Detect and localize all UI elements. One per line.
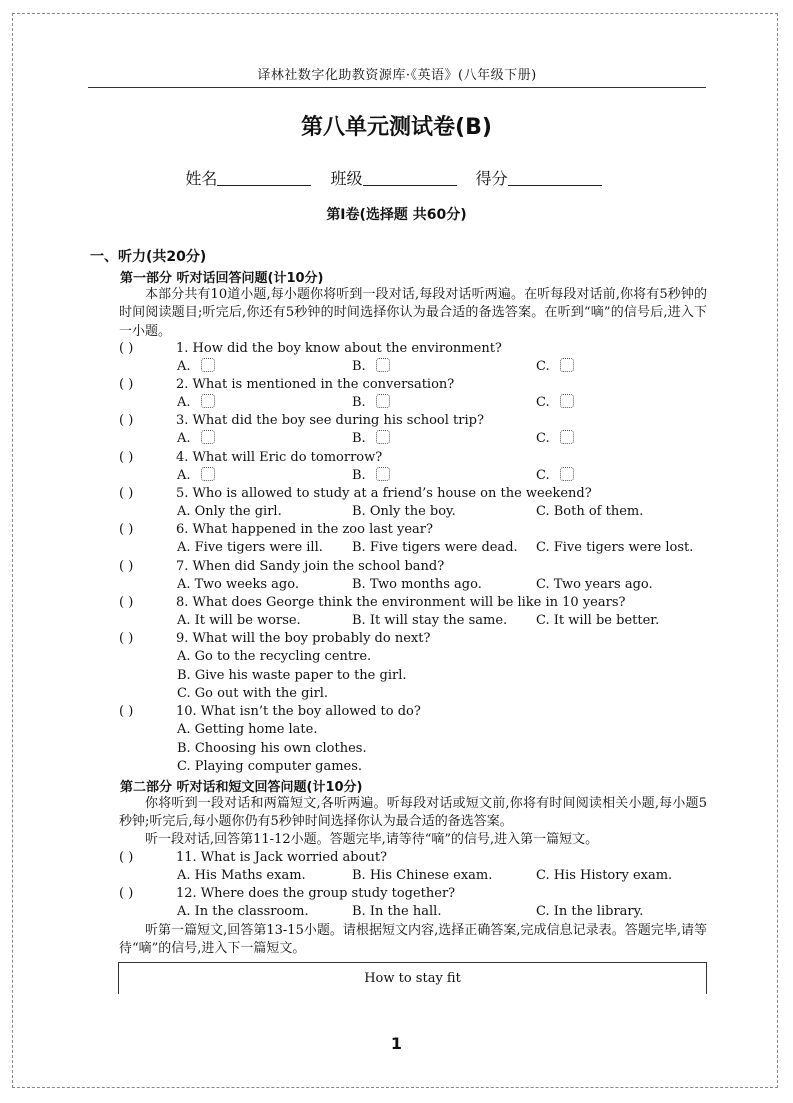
option-label: C.: [536, 468, 550, 483]
option-picture-icon: [560, 394, 574, 408]
option-label: C.: [536, 359, 550, 374]
option-c[interactable]: [536, 867, 672, 885]
question-8: [119, 594, 719, 612]
question-10: [119, 703, 719, 721]
option-c[interactable]: [536, 576, 653, 594]
option-c[interactable]: [177, 758, 362, 776]
option-a[interactable]: [177, 539, 323, 557]
option-a[interactable]: [177, 867, 306, 885]
question-7: [119, 558, 719, 576]
sub2-instructions: 你将听到一段对话和两篇短文,各听两遍。听每段对话或短文前,你将有时间阅读相关小题,每小题5秒钟;听完后,每小题你仍有5秒钟时间选择你认为最合适的备选答案。: [119, 796, 707, 830]
option-label: A.: [177, 431, 191, 446]
question-12: [119, 885, 719, 903]
option-b[interactable]: [352, 612, 507, 630]
question-text: 2. What is mentioned in the conversation?: [176, 377, 455, 392]
option-c[interactable]: [536, 503, 643, 521]
option-label: B.: [352, 468, 366, 483]
option-label: C. It will be better.: [536, 613, 660, 628]
option-picture-icon: [560, 358, 574, 372]
question-6: [119, 521, 719, 539]
option-label: B. Five tigers were dead.: [352, 540, 518, 555]
option-b[interactable]: [177, 667, 407, 685]
option-c[interactable]: [536, 903, 643, 921]
option-b[interactable]: [352, 539, 518, 557]
option-label: A. Five tigers were ill.: [177, 540, 323, 555]
answer-blank[interactable]: ( ): [119, 595, 134, 610]
answer-blank[interactable]: ( ): [119, 559, 134, 574]
option-a[interactable]: [177, 576, 299, 594]
option-label: B. Only the boy.: [352, 504, 456, 519]
option-picture-icon: [560, 430, 574, 444]
option-label: A. Getting home late.: [177, 722, 318, 737]
class-label: 班级: [330, 169, 363, 188]
answer-blank[interactable]: ( ): [119, 886, 134, 901]
option-picture-icon: [560, 467, 574, 481]
question-text: 1. How did the boy know about the environment?: [176, 341, 502, 356]
option-a[interactable]: [177, 648, 371, 666]
score-label: 得分: [475, 169, 508, 188]
question-11: [119, 849, 719, 867]
question-text: 8. What does George think the environment will be like in 10 years?: [176, 595, 626, 610]
sub2-title: 第二部分 听对话和短文回答问题(计10分): [120, 780, 363, 795]
option-a[interactable]: [177, 903, 309, 921]
option-label: C.: [536, 431, 550, 446]
sub1-title: 第一部分 听对话回答问题(计10分): [120, 271, 324, 286]
question-text: 5. Who is allowed to study at a friend’s house on the weekend?: [176, 486, 592, 501]
option-label: C. Go out with the girl.: [177, 686, 329, 701]
option-picture-icon: [201, 394, 215, 408]
sub1-instructions: 本部分共有10道小题,每小题你将听到一段对话,每段对话听两遍。在听每段对话前,你将有5秒钟的时间阅读题目;听完后,你还有5秒钟的时间选择你认为最合适的备选答案。在听到“嘀”的信号后,进入下一小题。: [119, 287, 707, 339]
option-picture-icon: [201, 358, 215, 372]
option-b[interactable]: [352, 430, 390, 448]
question-2: [119, 376, 719, 394]
question-4: [119, 449, 719, 467]
option-c[interactable]: [536, 539, 693, 557]
option-c[interactable]: [177, 685, 328, 703]
question-text: 10. What isn’t the boy allowed to do?: [176, 704, 421, 719]
option-label: C. Playing computer games.: [177, 759, 363, 774]
option-label: A. Two weeks ago.: [177, 577, 299, 592]
question-text: 3. What did the boy see during his school trip?: [176, 413, 484, 428]
answer-blank[interactable]: ( ): [119, 704, 134, 719]
option-a[interactable]: [177, 467, 215, 485]
info-table-title: How to stay fit: [364, 971, 461, 986]
option-label: A. Only the girl.: [177, 504, 282, 519]
question-text: 7. When did Sandy join the school band?: [176, 559, 445, 574]
option-b[interactable]: [352, 503, 456, 521]
option-picture-icon: [376, 467, 390, 481]
answer-blank[interactable]: ( ): [119, 631, 134, 646]
option-label: B. Two months ago.: [352, 577, 482, 592]
question-text: 6. What happened in the zoo last year?: [176, 522, 433, 537]
option-label: B. His Chinese exam.: [352, 868, 493, 883]
option-label: C. His History exam.: [536, 868, 673, 883]
option-label: C.: [536, 395, 550, 410]
option-label: C. In the library.: [536, 904, 644, 919]
option-b[interactable]: [352, 358, 390, 376]
option-label: A. In the classroom.: [177, 904, 309, 919]
option-label: B.: [352, 395, 366, 410]
option-label: B.: [352, 431, 366, 446]
page-title: 第八单元测试卷(B): [301, 115, 492, 140]
option-c[interactable]: [536, 467, 574, 485]
answer-blank[interactable]: ( ): [119, 850, 134, 865]
option-label: C. Two years ago.: [536, 577, 653, 592]
option-a[interactable]: [177, 503, 282, 521]
option-a[interactable]: [177, 358, 215, 376]
answer-blank[interactable]: ( ): [119, 341, 134, 356]
question-1: [119, 340, 719, 358]
question-text: 11. What is Jack worried about?: [176, 850, 388, 865]
option-b[interactable]: [352, 867, 492, 885]
score-field[interactable]: [508, 169, 602, 186]
option-c[interactable]: [536, 394, 574, 412]
option-label: A. Go to the recycling centre.: [177, 649, 372, 664]
option-b[interactable]: [352, 394, 390, 412]
option-c[interactable]: [536, 358, 574, 376]
section-title: 第Ⅰ卷(选择题 共60分): [326, 207, 467, 223]
option-picture-icon: [376, 358, 390, 372]
option-a[interactable]: [177, 721, 317, 739]
question-text: 12. Where does the group study together?: [176, 886, 456, 901]
answer-blank[interactable]: ( ): [119, 413, 134, 428]
option-label: A.: [177, 468, 191, 483]
question-5: [119, 485, 719, 503]
answer-blank[interactable]: ( ): [119, 486, 134, 501]
option-picture-icon: [201, 467, 215, 481]
question-text: 9. What will the boy probably do next?: [176, 631, 431, 646]
option-b[interactable]: [352, 576, 482, 594]
option-c[interactable]: [536, 612, 659, 630]
option-label: A.: [177, 395, 191, 410]
page-number: 1: [390, 1034, 403, 1053]
option-label: C. Five tigers were lost.: [536, 540, 694, 555]
option-a[interactable]: [177, 394, 215, 412]
option-label: A.: [177, 359, 191, 374]
option-label: B. Give his waste paper to the girl.: [177, 668, 407, 683]
option-label: C. Both of them.: [536, 504, 644, 519]
name-label: 姓名: [185, 169, 218, 188]
option-label: B. It will stay the same.: [352, 613, 508, 628]
option-c[interactable]: [536, 430, 574, 448]
option-label: B. In the hall.: [352, 904, 442, 919]
student-info: [0, 166, 793, 189]
option-label: A. His Maths exam.: [177, 868, 306, 883]
option-b[interactable]: [352, 903, 441, 921]
option-label: B.: [352, 359, 366, 374]
option-b[interactable]: [352, 467, 390, 485]
option-a[interactable]: [177, 612, 301, 630]
question-9: [119, 630, 719, 648]
page-header: 译林社数字化助教资源库·《英语》(八年级下册): [88, 64, 706, 88]
option-picture-icon: [376, 394, 390, 408]
option-picture-icon: [201, 430, 215, 444]
option-picture-icon: [376, 430, 390, 444]
class-field[interactable]: [363, 169, 457, 186]
option-b[interactable]: [177, 740, 367, 758]
answer-blank[interactable]: ( ): [119, 450, 134, 465]
sub2-passage-note: 听第一篇短文,回答第13-15小题。请根据短文内容,选择正确答案,完成信息记录表。答题完毕,请等待“嘀”的信号,进入下一篇短文。: [119, 923, 707, 957]
option-label: A. It will be worse.: [177, 613, 301, 628]
sub2-dialog-note: 听一段对话,回答第11-12小题。答题完毕,请等待“嘀”的信号,进入第一篇短文。: [145, 832, 599, 847]
part-listening-title: 一、听力(共20分): [90, 249, 207, 265]
info-table: [118, 962, 707, 994]
question-3: [119, 412, 719, 430]
question-text: 4. What will Eric do tomorrow?: [176, 450, 383, 465]
option-label: B. Choosing his own clothes.: [177, 741, 367, 756]
answer-blank[interactable]: ( ): [119, 377, 134, 392]
answer-blank[interactable]: ( ): [119, 522, 134, 537]
name-field[interactable]: [217, 169, 311, 186]
option-a[interactable]: [177, 430, 215, 448]
